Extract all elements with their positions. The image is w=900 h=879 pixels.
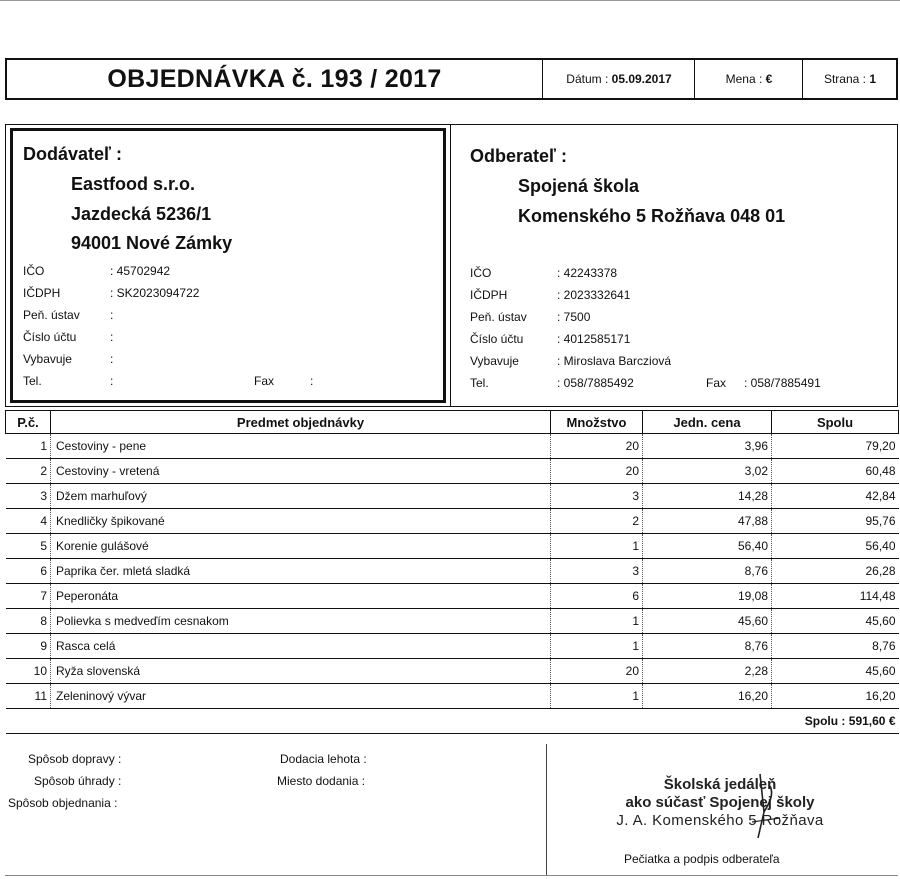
order-title: OBJEDNÁVKA č. 193 / 2017 xyxy=(107,64,442,93)
total-cell xyxy=(6,709,899,734)
buyer-icdph-value: : 2023332641 xyxy=(557,288,631,302)
row-total: 16,20 xyxy=(772,684,899,709)
row-quantity: 20 xyxy=(551,659,643,684)
buyer-name: Spojená škola xyxy=(518,176,640,196)
supplier-icdph-value: : SK2023094722 xyxy=(110,286,200,300)
table-row xyxy=(6,534,899,559)
supplier-account-label: Číslo účtu xyxy=(23,330,77,344)
row-unit-price: 45,60 xyxy=(643,609,772,634)
order-method-label: Spôsob objednania : xyxy=(8,796,118,810)
row-total: 79,20 xyxy=(772,434,899,459)
row-item: Ryža slovenská xyxy=(51,659,551,684)
row-total: 114,48 xyxy=(772,584,899,609)
currency-label: Mena : xyxy=(725,72,763,86)
buyer-account-value: : 4012585171 xyxy=(557,332,631,346)
footer-rule xyxy=(5,875,898,876)
items-grid xyxy=(5,410,899,734)
supplier-bank-value: : xyxy=(110,308,114,322)
row-number: 5 xyxy=(6,534,51,559)
row-total: 95,76 xyxy=(772,509,899,534)
buyer-ico-label: IČO xyxy=(470,266,492,280)
table-row xyxy=(6,584,899,609)
row-total: 60,48 xyxy=(772,459,899,484)
row-quantity: 20 xyxy=(551,434,643,459)
row-unit-price: 47,88 xyxy=(643,509,772,534)
table-row xyxy=(6,559,899,584)
supplier-city: 94001 Nové Zámky xyxy=(71,233,233,253)
stamp-line-1: Školská jedáleň xyxy=(663,776,777,793)
table-row xyxy=(6,609,899,634)
row-item: Rasca celá xyxy=(51,634,551,659)
row-unit-price: 3,02 xyxy=(643,459,772,484)
row-item: Paprika čer. mletá sladká xyxy=(51,559,551,584)
supplier-tel-label: Tel. xyxy=(23,374,42,388)
supplier-name: Eastfood s.r.o. xyxy=(71,174,196,194)
total-value: 591,60 € xyxy=(848,714,896,728)
row-unit-price: 16,20 xyxy=(643,684,772,709)
buyer-contact-value: : Miroslava Barcziová xyxy=(557,354,672,368)
stamp-line-2: ako súčasť Spojenej školy xyxy=(625,794,815,811)
row-item: Džem marhuľový xyxy=(51,484,551,509)
row-number: 1 xyxy=(6,434,51,459)
row-quantity: 1 xyxy=(551,684,643,709)
buyer-ico-value: : 42243378 xyxy=(557,266,618,280)
supplier-bank-label: Peň. ústav xyxy=(23,308,80,322)
page-cell xyxy=(802,60,897,98)
col-header-number: P.č. xyxy=(6,411,51,434)
buyer-bank-value: : 7500 xyxy=(557,310,591,324)
row-item: Zeleninový vývar xyxy=(51,684,551,709)
row-unit-price: 8,76 xyxy=(643,634,772,659)
buyer-fax-label: Fax xyxy=(706,376,727,390)
table-row xyxy=(6,659,899,684)
row-number: 10 xyxy=(6,659,51,684)
table-header-row xyxy=(6,411,899,434)
signature-mark xyxy=(740,772,790,842)
footer-divider xyxy=(546,744,547,876)
row-total: 26,28 xyxy=(772,559,899,584)
supplier-contact-value: : xyxy=(110,352,114,366)
transport-label: Spôsob dopravy : xyxy=(28,752,122,766)
table-row xyxy=(6,634,899,659)
supplier-panel xyxy=(10,128,446,403)
buyer-heading: Odberateľ : xyxy=(470,146,567,166)
row-quantity: 3 xyxy=(551,484,643,509)
row-item: Knedličky špikované xyxy=(51,509,551,534)
buyer-tel-value: : 058/7885492 xyxy=(557,376,634,390)
buyer-tel-label: Tel. xyxy=(470,376,489,390)
row-number: 4 xyxy=(6,509,51,534)
supplier-icdph-label: IČDPH xyxy=(23,286,61,300)
buyer-panel xyxy=(452,126,896,405)
supplier-tel-value: : xyxy=(110,374,114,388)
row-quantity: 1 xyxy=(551,634,643,659)
table-row xyxy=(6,434,899,459)
row-total: 42,84 xyxy=(772,484,899,509)
row-unit-price: 14,28 xyxy=(643,484,772,509)
buyer-fax-value: : 058/7885491 xyxy=(744,376,821,390)
row-number: 7 xyxy=(6,584,51,609)
row-total: 45,60 xyxy=(772,659,899,684)
page-label: Strana : xyxy=(823,72,866,86)
supplier-contact-label: Vybavuje xyxy=(23,352,72,366)
items-table xyxy=(5,410,898,734)
table-row xyxy=(6,684,899,709)
currency-value: € xyxy=(765,72,773,86)
row-item: Korenie gulášové xyxy=(51,534,551,559)
delivery-place-label: Miesto dodania : xyxy=(277,774,366,788)
date-value: 05.09.2017 xyxy=(611,72,672,86)
buyer-address: Komenského 5 Rožňava 048 01 xyxy=(518,206,786,226)
row-item: Cestoviny - vretená xyxy=(51,459,551,484)
buyer-icdph-label: IČDPH xyxy=(470,288,508,302)
table-row xyxy=(6,509,899,534)
school-stamp xyxy=(570,776,870,829)
currency-cell xyxy=(694,60,803,98)
table-row xyxy=(6,484,899,509)
row-number: 8 xyxy=(6,609,51,634)
supplier-fax-label: Fax xyxy=(254,374,275,388)
supplier-ico-label: IČO xyxy=(23,264,45,278)
row-quantity: 6 xyxy=(551,584,643,609)
row-number: 11 xyxy=(6,684,51,709)
supplier-ico-value: : 45702942 xyxy=(110,264,171,278)
signature-label: Pečiatka a podpis odberateľa xyxy=(624,852,780,866)
row-number: 6 xyxy=(6,559,51,584)
row-quantity: 2 xyxy=(551,509,643,534)
row-item: Cestoviny - pene xyxy=(51,434,551,459)
row-total: 56,40 xyxy=(772,534,899,559)
row-total: 8,76 xyxy=(772,634,899,659)
total-row xyxy=(6,709,899,734)
row-number: 3 xyxy=(6,484,51,509)
col-header-total: Spolu xyxy=(772,411,899,434)
supplier-heading: Dodávateľ : xyxy=(23,144,122,164)
order-header xyxy=(5,58,898,100)
row-quantity: 3 xyxy=(551,559,643,584)
buyer-contact-label: Vybavuje xyxy=(470,354,519,368)
row-unit-price: 56,40 xyxy=(643,534,772,559)
page-value: 1 xyxy=(869,72,877,86)
col-header-quantity: Množstvo xyxy=(551,411,643,434)
row-item: Polievka s medveďím cesnakom xyxy=(51,609,551,634)
date-label: Dátum : xyxy=(566,72,609,86)
buyer-account-label: Číslo účtu xyxy=(470,332,524,346)
row-quantity: 1 xyxy=(551,609,643,634)
row-number: 9 xyxy=(6,634,51,659)
row-number: 2 xyxy=(6,459,51,484)
buyer-bank-label: Peň. ústav xyxy=(470,310,527,324)
table-row xyxy=(6,459,899,484)
top-rule xyxy=(0,0,900,1)
date-cell xyxy=(542,60,695,98)
supplier-fax-value: : xyxy=(310,374,314,388)
supplier-account-value: : xyxy=(110,330,114,344)
row-unit-price: 19,08 xyxy=(643,584,772,609)
row-unit-price: 8,76 xyxy=(643,559,772,584)
stamp-line-3: J. A. Komenského 5 Rožňava xyxy=(616,812,824,829)
row-unit-price: 3,96 xyxy=(643,434,772,459)
row-item: Peperonáta xyxy=(51,584,551,609)
col-header-item: Predmet objednávky xyxy=(51,411,551,434)
row-quantity: 20 xyxy=(551,459,643,484)
row-total: 45,60 xyxy=(772,609,899,634)
col-header-unit-price: Jedn. cena xyxy=(643,411,772,434)
payment-label: Spôsob úhrady : xyxy=(34,774,122,788)
supplier-street: Jazdecká 5236/1 xyxy=(71,204,212,224)
row-quantity: 1 xyxy=(551,534,643,559)
delivery-time-label: Dodacia lehota : xyxy=(280,752,367,766)
row-unit-price: 2,28 xyxy=(643,659,772,684)
total-label: Spolu : xyxy=(804,714,846,728)
